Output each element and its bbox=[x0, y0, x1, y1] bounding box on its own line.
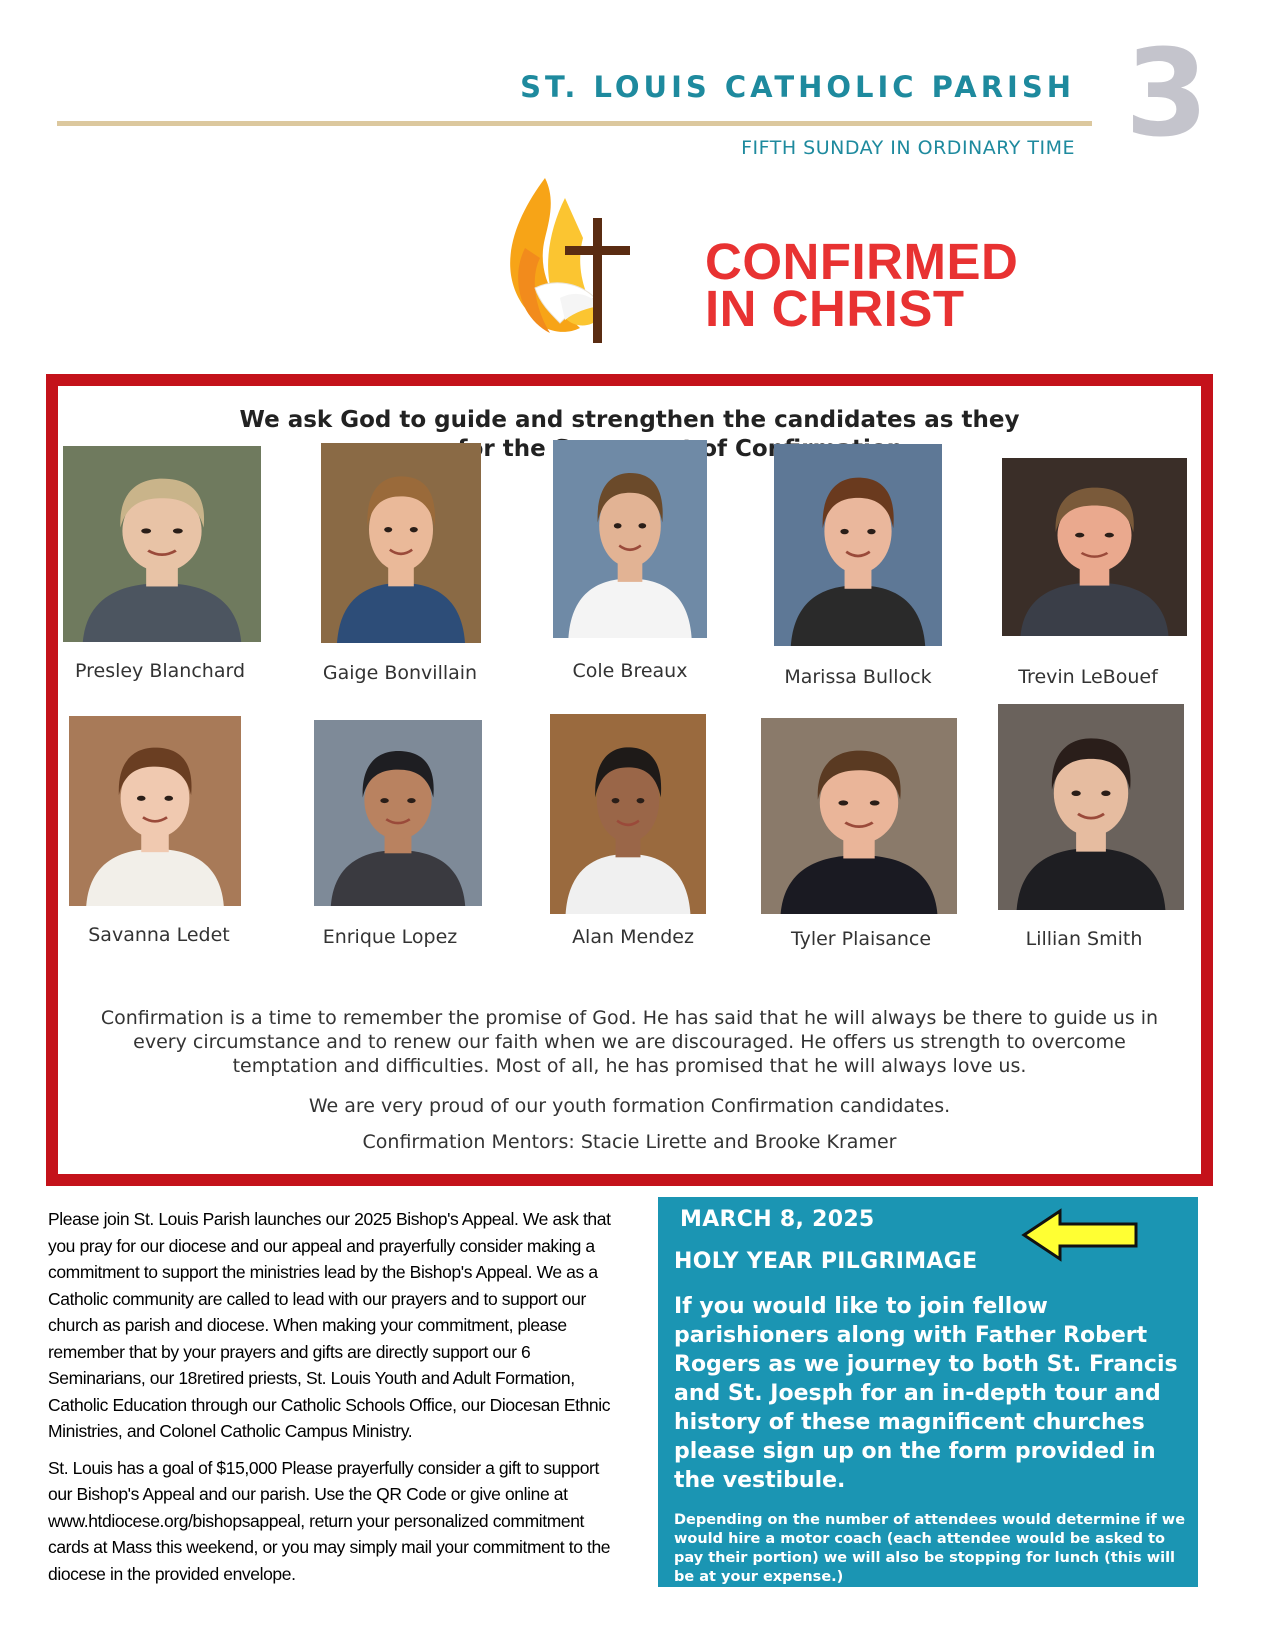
candidate-photo bbox=[761, 718, 957, 914]
appeal-paragraph-2: St. Louis has a goal of $15,000 Please prayerfully consider a gift to support our Bishop's Appeal and our parish. Use the QR Code or give online at www.htdiocese.org/bishopsappeal, return your personalized commitment cards at Mass this weekend, or you may simply mail your commitment to the diocese in the provided envelope. bbox=[48, 1457, 611, 1584]
liturgical-subtitle: FIFTH SUNDAY IN ORDINARY TIME bbox=[741, 137, 1075, 159]
candidate-photo bbox=[69, 716, 241, 906]
candidate-name: Trevin LeBouef bbox=[1018, 666, 1158, 688]
candidate-name: Cole Breaux bbox=[572, 660, 688, 682]
candidate-name: Savanna Ledet bbox=[88, 924, 230, 946]
candidate-photo bbox=[774, 444, 942, 646]
proud-statement: We are very proud of our youth formation Confirmation candidates. bbox=[308, 1095, 951, 1117]
flame-dove-cross-icon bbox=[505, 178, 655, 350]
candidate-photo bbox=[998, 704, 1184, 910]
candidate-name: Presley Blanchard bbox=[74, 660, 246, 682]
parish-title: ST. LOUIS CATHOLIC PARISH bbox=[520, 70, 1075, 104]
pilgrimage-box bbox=[658, 1197, 1198, 1587]
candidate-photo bbox=[553, 440, 707, 638]
logo-line-2: IN CHRIST bbox=[705, 280, 965, 337]
confirmation-heading: We ask God to guide and strengthen the candidates as they the of bbox=[239, 407, 1020, 462]
bishops-appeal-section bbox=[48, 1206, 613, 1597]
candidate-photo bbox=[63, 446, 261, 642]
candidate-name: Alan Mendez bbox=[572, 926, 694, 948]
candidate-name: Lillian Smith bbox=[1025, 928, 1143, 950]
confirmation-paragraph: Confirmation is a time to remember the promise of God. He has said that he will always be there to guide us in every circumstance and to renew our faith when we are discouraged. He offers us strength to overcome temptation and difficulties. Most of all, he has promised that he will always love us. bbox=[100, 1007, 1159, 1077]
mentors-line: Confirmation Mentors: Stacie Lirette and Brooke Kramer bbox=[362, 1131, 897, 1153]
candidate-photo bbox=[321, 443, 481, 643]
page-number: 3 bbox=[1125, 25, 1209, 164]
pilgrimage-title: HOLY YEAR PILGRIMAGE bbox=[674, 1249, 978, 1274]
appeal-paragraph-1: Please join St. Louis Parish launches our 2025 Bishop's Appeal. We ask that you pray for our diocese and our appeal and prayerfully consider making a commitment to support the ministries lead by the Bishop's Appeal. We as a Catholic community are called to lead with our prayers and to support our church as parish and diocese. When making your commitment, please remember that by your prayers and gifts are directly support our 6 Seminarians, our 18retired priests, St. Louis Youth and Adult Formation, Catholic Education through our Catholic Schools Office, our Diocesan Ethnic Ministries, and Colonel Catholic Campus Ministry. bbox=[48, 1209, 611, 1441]
candidate-name: Enrique Lopez bbox=[322, 926, 458, 948]
confirmed-in-christ-logo-text bbox=[705, 233, 1019, 337]
left-arrow-icon bbox=[1020, 1207, 1140, 1263]
candidate-name: Gaige Bonvillain bbox=[322, 662, 478, 684]
candidate-photo bbox=[1002, 458, 1187, 636]
candidate-photo bbox=[550, 714, 706, 914]
pilgrimage-note: Depending on the number of attendees would determine if we would hire a motor coach (each attendee would be asked to pay their portion) we will also be stopping for lunch (this will be at your expense.) bbox=[674, 1512, 1186, 1585]
logo-line-1: CONFIRMED bbox=[705, 233, 1019, 290]
pilgrimage-date: MARCH 8, 2025 bbox=[680, 1207, 875, 1232]
candidate-photo bbox=[314, 720, 482, 906]
confirmation-section bbox=[46, 374, 1213, 1186]
pilgrimage-description: If you would like to join fellow parishioners along with Father Robert Rogers as we journey to both St. Francis and St. Joesph for an in-depth tour and history of these magnificent churches please sign up on the form provided in the vestibule. bbox=[674, 1294, 1178, 1493]
header-rule bbox=[57, 121, 1092, 126]
candidate-name: Tyler Plaisance bbox=[790, 928, 932, 950]
candidate-name: Marissa Bullock bbox=[784, 666, 932, 688]
